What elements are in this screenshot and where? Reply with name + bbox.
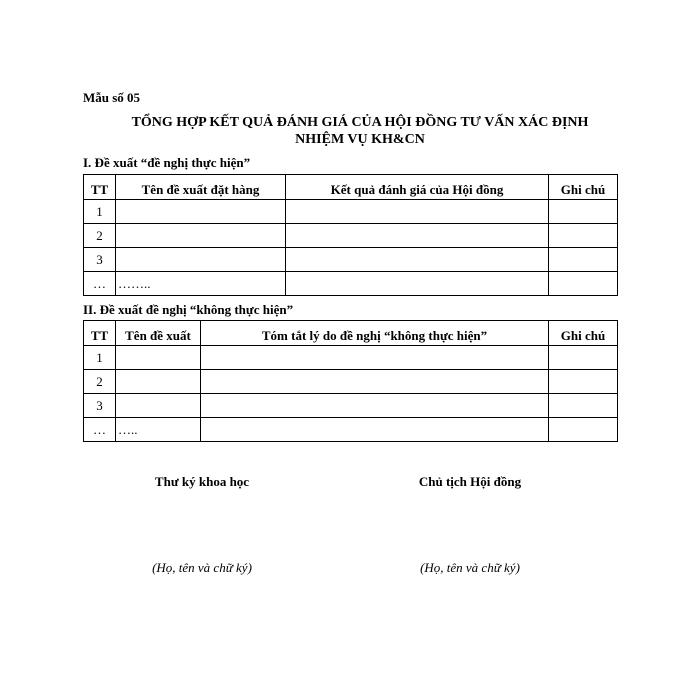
table-row: [84, 418, 618, 442]
secretary-signature-title: Thư ký khoa học: [154, 474, 250, 489]
proposal-name-cell: [116, 224, 286, 248]
result-cell: [286, 224, 549, 248]
proposal-name-cell: …..: [116, 418, 201, 442]
column-header-note: Ghi chú: [549, 175, 618, 200]
row-number: 3: [84, 248, 116, 272]
proposal-name-cell: [116, 346, 201, 370]
proposal-name-cell: [116, 394, 201, 418]
reason-cell: [201, 346, 549, 370]
section-2-heading: II. Đề xuất đề nghị “không thực hiện”: [83, 302, 294, 317]
table-row: [84, 272, 618, 296]
column-header-name: Tên đề xuất đặt hàng: [116, 175, 286, 200]
document-title-line-2: NHIỆM VỤ KH&CN: [295, 132, 425, 147]
row-number: 3: [84, 394, 116, 418]
reason-cell: [201, 394, 549, 418]
proposal-name-cell: [116, 200, 286, 224]
table-row: [84, 346, 618, 370]
reason-cell: [201, 370, 549, 394]
row-number: 1: [84, 200, 116, 224]
table-row: [84, 394, 618, 418]
result-cell: [286, 248, 549, 272]
proposal-name-cell: [116, 248, 286, 272]
section-1-heading: I. Đề xuất “đề nghị thực hiện”: [83, 155, 251, 170]
note-cell: [549, 200, 618, 224]
row-number: …: [84, 272, 116, 296]
row-number: …: [84, 418, 116, 442]
proposal-name-cell: ……..: [116, 272, 286, 296]
table-row: [84, 248, 618, 272]
result-cell: [286, 200, 549, 224]
note-cell: [549, 394, 618, 418]
note-cell: [549, 272, 618, 296]
row-number: 1: [84, 346, 116, 370]
table-row: [84, 224, 618, 248]
chairman-signature-note: (Họ, tên và chữ ký): [420, 560, 520, 575]
table-row: [84, 370, 618, 394]
table-header-row: [84, 175, 618, 200]
proposal-name-cell: [116, 370, 201, 394]
note-cell: [549, 224, 618, 248]
column-header-note: Ghi chú: [549, 321, 618, 346]
proposals-rejected-table: [83, 320, 618, 442]
table-row: [84, 200, 618, 224]
document-title-line-1: TỔNG HỢP KẾT QUẢ ĐÁNH GIÁ CỦA HỘI ĐỒNG TƯ VẤN XÁC ĐỊNH: [131, 115, 589, 130]
column-header-tt: TT: [84, 321, 116, 346]
result-cell: [286, 272, 549, 296]
form-number: Mẫu số 05: [83, 90, 141, 105]
note-cell: [549, 346, 618, 370]
row-number: 2: [84, 224, 116, 248]
row-number: 2: [84, 370, 116, 394]
proposals-approved-table: [83, 174, 618, 296]
note-cell: [549, 248, 618, 272]
note-cell: [549, 418, 618, 442]
note-cell: [549, 370, 618, 394]
column-header-result: Kết quả đánh giá của Hội đồng: [286, 175, 549, 200]
column-header-tt: TT: [84, 175, 116, 200]
table-header-row: [84, 321, 618, 346]
column-header-name: Tên đề xuất: [116, 321, 201, 346]
column-header-reason: Tóm tắt lý do đề nghị “không thực hiện”: [201, 321, 549, 346]
chairman-signature-title: Chủ tịch Hội đồng: [418, 474, 522, 489]
secretary-signature-note: (Họ, tên và chữ ký): [152, 560, 252, 575]
reason-cell: [201, 418, 549, 442]
